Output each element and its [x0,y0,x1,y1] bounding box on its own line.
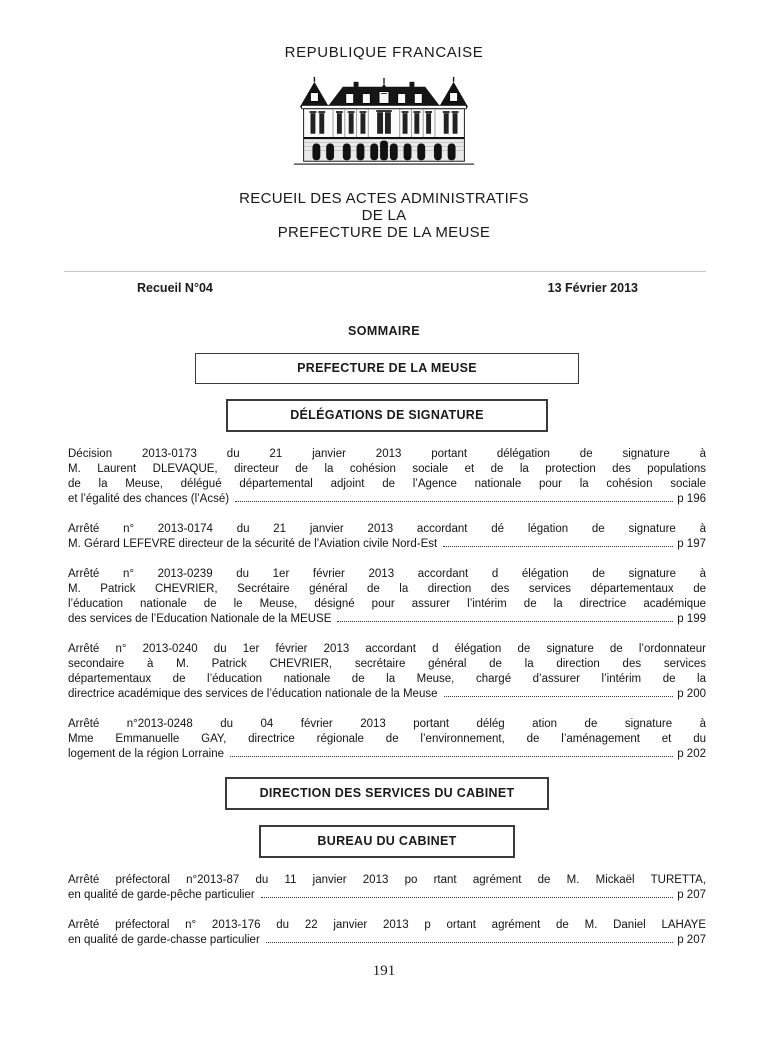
toc-entry-tail: M. Gérard LEFEVRE directeur de la sécurité de l’Aviation civile Nord-Est [68,538,438,550]
toc-entry-line: Décision 2013-0173 du 21 janvier 2013 portant délégation de signature à [68,448,706,460]
section-heading-box [225,777,549,810]
summary-heading: SOMMAIRE [348,324,420,338]
toc-entry [68,567,706,627]
page-reference: p 202 [677,748,706,760]
toc-entry-line: l’éducation nationale de le Meuse, désigné pour assurer l’intérim de la directrice académique [68,598,706,610]
republic-title: REPUBLIQUE FRANCAISE [284,44,484,61]
toc-entry-tail: des services de l’Education Nationale de la MEUSE [68,613,332,625]
toc-entry-line: Arrêté n°2013-0248 du 04 février 2013 portant délég ation de signature à [68,718,706,730]
toc-entry [68,873,706,903]
section-heading-box [226,399,548,432]
toc-entry-tail: logement de la région Lorraine [68,748,224,760]
section-heading-label: DIRECTION DES SERVICES DU CABINET [259,786,515,800]
issue-number-label: Recueil N°04 [137,281,213,295]
toc-entry-last-line [68,612,706,627]
toc-entry-line: Arrêté n° 2013-0240 du 1er février 2013 accordant d élégation de signature de l’ordonnateur [68,643,706,655]
page-reference: p 196 [677,493,706,505]
dot-leader [261,897,674,898]
toc-entry-last-line [68,933,706,948]
dot-leader [235,501,673,502]
toc-entry-tail: en qualité de garde-pêche particulier [68,889,255,901]
section-heading-box [195,353,579,384]
document-title-line-2: DE LA [361,207,407,224]
toc-entry-line: Arrêté n° 2013-0239 du 1er février 2013 accordant d élégation de signature à [68,568,706,580]
issue-date-label: 13 Février 2013 [547,281,638,295]
prefecture-building-illustration [0,76,768,168]
toc-entry-tail: directrice académique des services de l’éducation nationale de la Meuse [68,688,438,700]
toc-blocks [0,353,768,948]
page-reference: p 200 [677,688,706,700]
issue-header [0,272,768,295]
toc-entry-line: Arrêté préfectoral n° 2013-176 du 22 janvier 2013 p ortant agrément de M. Daniel LAHAYE [68,919,706,931]
prefecture-building-engraving-icon [286,76,482,168]
toc-entry-tail: en qualité de garde-chasse particulier [68,934,260,946]
toc-entry-tail: et l’égalité des chances (l’Acsé) [68,493,230,505]
toc-entry-last-line [68,888,706,903]
toc-entry [68,447,706,507]
section-heading-label: BUREAU DU CABINET [317,834,457,848]
dot-leader [444,696,674,697]
section-heading-label: PREFECTURE DE LA MEUSE [297,361,477,375]
page-reference: p 207 [677,934,706,946]
page-reference: p 199 [677,613,706,625]
toc-entry-last-line [68,687,706,702]
toc-entry-line: Arrêté n° 2013-0174 du 21 janvier 2013 accordant dé légation de signature à [68,523,706,535]
page-reference: p 197 [677,538,706,550]
toc-entry-line: Arrêté préfectoral n°2013-87 du 11 janvier 2013 po rtant agrément de M. Mickaël TURETTA, [68,874,706,886]
toc-entry-line: de la Meuse, délégué départemental adjoint de l’Agence nationale pour la cohésion sociale [68,478,706,490]
dot-leader [337,621,673,622]
toc-entry-last-line [68,747,706,762]
dot-leader [230,756,673,757]
section-heading-label: DÉLÉGATIONS DE SIGNATURE [290,408,484,422]
toc-entry-last-line [68,492,706,507]
dot-leader [443,546,673,547]
toc-entry-line: secondaire à M. Patrick CHEVRIER, secrétaire général de la direction des services [68,658,706,670]
document-title-line-3: PREFECTURE DE LA MEUSE [277,224,491,241]
document-title-line-1: RECUEIL DES ACTES ADMINISTRATIFS [239,190,529,207]
dot-leader [266,942,673,943]
toc-entry-line: Mme Emmanuelle GAY, directrice régionale de l’environnement, de l’aménagement et du [68,733,706,745]
toc-entry [68,918,706,948]
toc-entry-line: M. Patrick CHEVRIER, Secrétaire général de la direction des services départementaux de [68,583,706,595]
section-heading-box [259,825,515,858]
toc-entry [68,522,706,552]
toc-entry [68,642,706,702]
toc-entry [68,717,706,762]
toc-entry-line: M. Laurent DLEVAQUE, directeur de la cohésion sociale et de la protection des populations [68,463,706,475]
toc-entry-last-line [68,537,706,552]
document-title [0,190,768,241]
toc-entry-line: départementaux de l’éducation nationale de la Meuse, chargé d’assurer l’intérim de la [68,673,706,685]
page-reference: p 207 [677,889,706,901]
page-number: 191 [372,963,396,979]
